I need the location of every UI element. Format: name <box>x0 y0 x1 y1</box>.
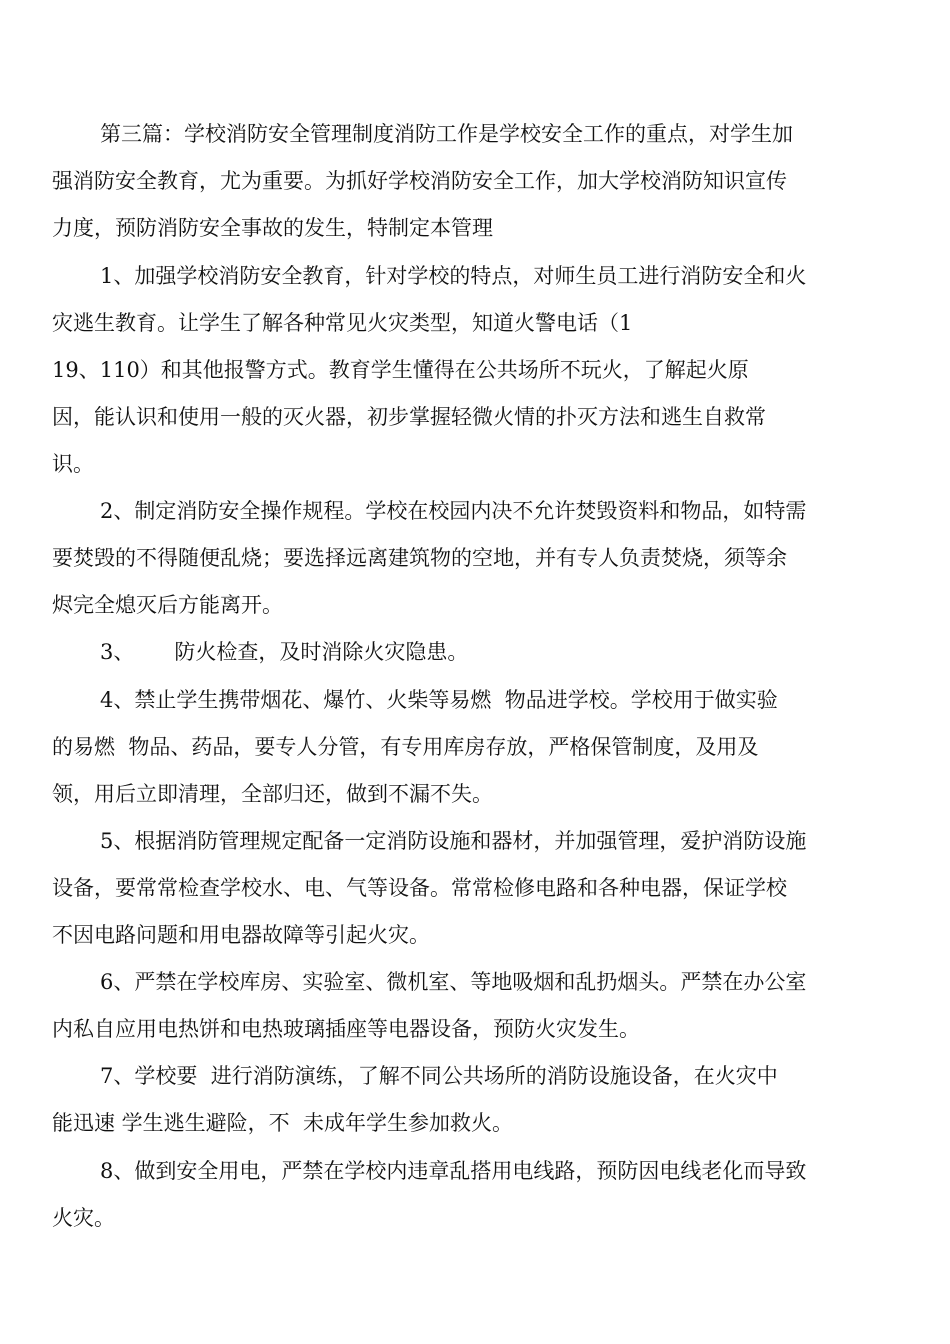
text-line-content: 7、学校要 进行消防演练，了解不同公共场所的消防设施设备，在火灾中 <box>100 1064 778 1088</box>
text-line <box>100 821 900 861</box>
text-line <box>100 491 900 531</box>
text-line-content: 强消防安全教育，尤为重要。为抓好学校消防安全工作，加大学校消防知识宣传 <box>52 169 787 193</box>
text-line-content: 3、 防火检查，及时消除火灾隐患。 <box>100 640 469 664</box>
text-line-content: 的易燃 物品、药品，要专人分管，有专用库房存放，严格保管制度，及用及 <box>52 735 759 759</box>
text-line <box>52 161 900 201</box>
text-line <box>52 397 900 437</box>
text-line <box>52 208 900 248</box>
text-line-content: 2、制定消防安全操作规程。学校在校园内决不允许焚毁资料和物品，如特需 <box>100 499 807 523</box>
text-line <box>100 1151 900 1191</box>
text-line-content: 4、禁止学生携带烟花、爆竹、火柴等易燃 物品进学校。学校用于做实验 <box>100 688 778 712</box>
text-line-content: 不因电路问题和用电器故障等引起火灾。 <box>52 923 430 947</box>
text-line <box>100 256 900 296</box>
text-line-content: 力度，预防消防安全事故的发生，特制定本管理 <box>52 216 493 240</box>
text-line <box>100 680 900 720</box>
text-line <box>52 444 900 484</box>
text-line-content: 5、根据消防管理规定配备一定消防设施和器材，并加强管理，爱护消防设施 <box>100 829 807 853</box>
text-line-content: 第三篇：学校消防安全管理制度消防工作是学校安全工作的重点，对学生加 <box>100 122 793 146</box>
text-line-content: 烬完全熄灭后方能离开。 <box>52 593 283 617</box>
text-line-content: 识。 <box>52 452 94 476</box>
text-line <box>52 538 900 578</box>
text-line <box>52 774 900 814</box>
text-line <box>52 1103 900 1143</box>
text-line <box>52 1009 900 1049</box>
text-line-content: 设备，要常常检查学校水、电、气等设备。常常检修电路和各种电器，保证学校 <box>52 876 787 900</box>
text-line-content: 6、严禁在学校库房、实验室、微机室、等地吸烟和乱扔烟头。严禁在办公室 <box>100 970 807 994</box>
text-line <box>52 1198 900 1238</box>
text-line <box>52 915 900 955</box>
text-line-content: 8、做到安全用电，严禁在学校内违章乱搭用电线路，预防因电线老化而导致 <box>100 1159 807 1183</box>
text-line-content: 内私自应用电热饼和电热玻璃插座等电器设备，预防火灾发生。 <box>52 1017 640 1041</box>
text-line-content: 能迅速 学生逃生避险，不 未成年学生参加救火。 <box>52 1111 514 1135</box>
text-line-content: 火灾。 <box>52 1206 115 1230</box>
text-line-content: 19、110）和其他报警方式。教育学生懂得在公共场所不玩火，了解起火原 <box>52 358 749 382</box>
text-line-content: 要焚毁的不得随便乱烧；要选择远离建筑物的空地，并有专人负责焚烧，须等余 <box>52 546 787 570</box>
text-line-content: 灾逃生教育。让学生了解各种常见火灾类型，知道火警电话（1 <box>52 311 633 335</box>
text-line-content: 因，能认识和使用一般的灭火器，初步掌握轻微火情的扑灭方法和逃生自救常 <box>52 405 766 429</box>
text-line <box>100 632 900 672</box>
text-line-content: 1、加强学校消防安全教育，针对学校的特点，对师生员工进行消防安全和火 <box>100 264 807 288</box>
text-line <box>52 727 900 767</box>
text-line <box>100 1056 900 1096</box>
text-line <box>100 962 900 1002</box>
text-line <box>52 303 900 343</box>
text-line <box>52 868 900 908</box>
text-line <box>52 585 900 625</box>
text-line <box>52 350 900 390</box>
text-line-content: 领，用后立即清理，全部归还，做到不漏不失。 <box>52 782 493 806</box>
text-line <box>100 114 900 154</box>
